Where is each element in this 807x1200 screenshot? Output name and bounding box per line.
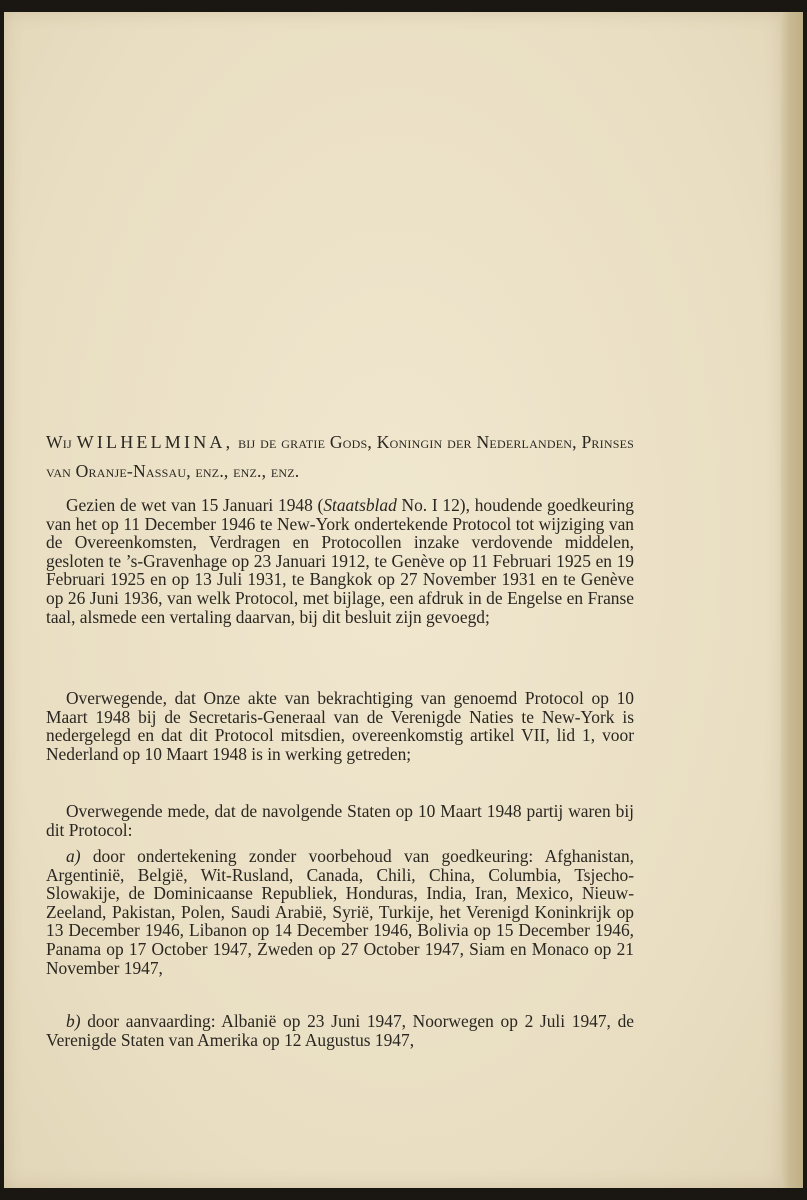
decree-heading	[46, 428, 634, 486]
item-a-text: door ondertekening zonder voorbehoud van goedkeuring: Afghanistan, Argentinië, België, Wit-Rusland, Canada, Chili, China, Columbia, Tsjecho-Slowakije, de Dominicaanse Republiek, Honduras, India, Iran, Mexico, Nieuw-Zeeland, Pakistan, Polen, Saudi Arabië, Syrië, Turkije, het Verenigd Koninkrijk op 13 December 1946, Libanon op 14 December 1946, Bolivia op 15 December 1946, Panama op 17 October 1947, Zweden op 27 October 1947, Siam en Monaco op 21 November 1947,	[46, 846, 634, 978]
heading-monarch-name: WILHELMINA,	[76, 432, 234, 452]
heading-titles: bij de gratie Gods, Koningin der Nederlanden, Prinses van Oranje-Nassau, enz., enz., enz.	[46, 432, 634, 481]
paragraph-parties	[46, 802, 634, 839]
heading-prefix: Wij	[46, 432, 72, 452]
paragraph-1-end: No. I 12), houdende goedkeuring van het op 11 December 1946 te New-York ondertekende Protocol tot wijziging van de Overeenkomsten, Verdragen en Protocollen inzake verdovende middelen, gesloten te ’s-Gravenhage op 23 Januari 1912, te Genève op 11 Februari 1925 en 19 Februari 1925 en op 13 Juli 1931, te Bangkok op 27 November 1931 en te Genève op 26 Juni 1936, van welk Protocol, met bijlage, een afdruk in de Engelse en Franse taal, alsmede een vertaling daarvan, bij dit besluit zijn gevoegd;	[46, 495, 634, 627]
paragraph-1-italic: Staatsblad	[323, 495, 397, 515]
paragraph-1-start: Gezien de wet van 15 Januari 1948 (	[66, 495, 324, 515]
page-edge-shadow	[781, 12, 803, 1188]
item-b-text: door aanvaarding: Albanië op 23 Juni 1947, Noorwegen op 2 Juli 1947, de Verenigde Staten van Amerika op 12 Augustus 1947,	[46, 1011, 634, 1050]
paragraph-considering-law	[46, 496, 634, 626]
list-item-b	[46, 1012, 634, 1049]
document-page	[4, 12, 782, 1188]
item-b-marker: b)	[66, 1011, 81, 1031]
paragraph-2-text: Overwegende, dat Onze akte van bekrachtiging van genoemd Protocol op 10 Maart 1948 bij de Secretaris-Generaal van de Verenigde Naties te New-York is nedergelegd en dat dit Protocol mitsdien, overeenkomstig artikel VII, lid 1, voor Nederland op 10 Maart 1948 is in werking getreden;	[46, 688, 634, 764]
paragraph-ratification	[46, 689, 634, 763]
item-a-marker: a)	[66, 846, 81, 866]
list-item-a	[46, 847, 634, 977]
paragraph-3-text: Overwegende mede, dat de navolgende Staten op 10 Maart 1948 partij waren bij dit Protocol:	[46, 801, 634, 840]
